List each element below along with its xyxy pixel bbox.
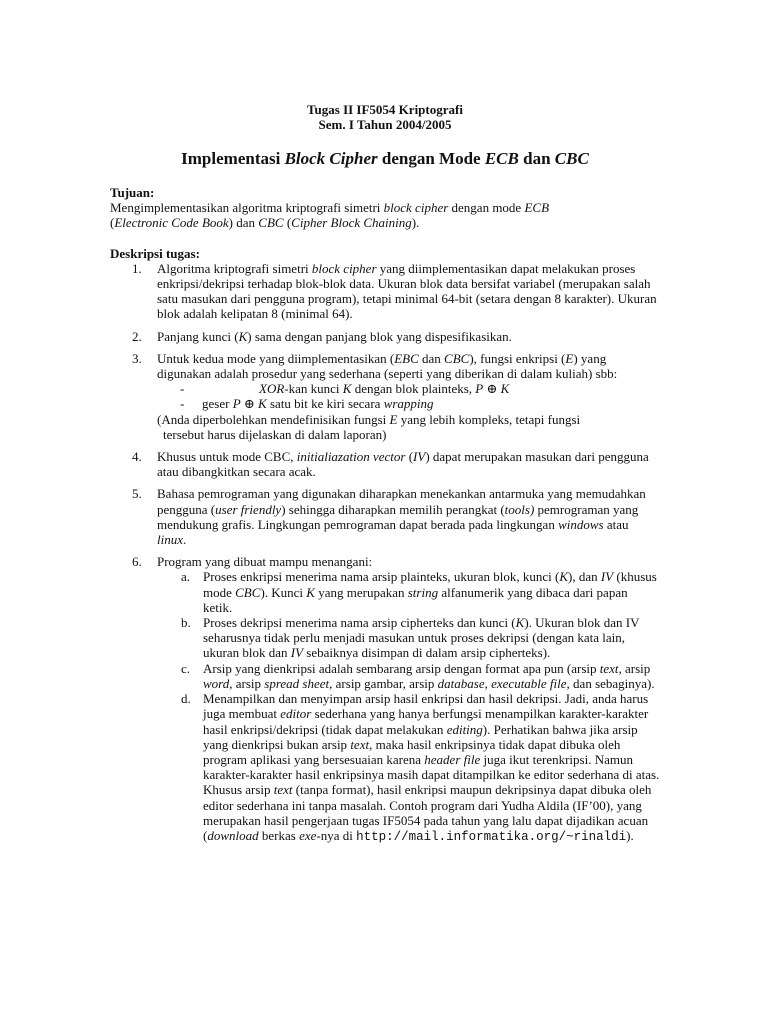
deskripsi-heading: Deskripsi tugas: bbox=[110, 245, 200, 261]
item-number: 6. bbox=[132, 554, 142, 570]
item-number: 1. bbox=[132, 260, 142, 276]
sub-item-a: a. Proses enkripsi menerima nama arsip plainteks, ukuran blok, kunci (K), dan IV (khusus mode CBC). Kunci K yang merupakan string alfanumerik yang dibaca dari papan ketik. bbox=[181, 569, 657, 615]
list-item: 5. Bahasa pemrograman yang digunakan diharapkan menekankan antarmuka yang memudahkan pengguna (user friendly) sehingga diharapkan memilih perangkat (tools) pemrograman yang mendukung grafis. Lingkungan pemrograman dapat berada pada lingkungan windows atau linux. bbox=[132, 486, 646, 548]
step-xor: - XOR-kan kunci K dengan blok plainteks, P ⊕ K bbox=[180, 381, 510, 397]
list-item: 4. Khusus untuk mode CBC, initialiazation vector (IV) dapat merupakan masukan dari pengguna atau dibangkitkan secara acak. bbox=[132, 449, 649, 480]
list-item: 3. Untuk kedua mode yang diimplementasikan (EBC dan CBC), fungsi enkripsi (E) yang digunakan adalah prosedur yang sederhana (seperti yang diberikan di dalam kuliah) sbb: - XOR-kan kunci K dengan blok plainteks, P ⊕ K - geser P ⊕ K satu bit ke kiri secara wrapping (Anda diperbolehkan mendefinisikan fungsi E yang lebih kompleks, tetapi fungsi tersebut harus dijelaskan di dalam laporan) bbox=[110, 351, 660, 442]
course-header bbox=[110, 102, 660, 132]
tujuan-section bbox=[110, 185, 660, 231]
item-number: 3. bbox=[132, 350, 142, 366]
tujuan-text: Mengimplementasikan algoritma kriptografi simetri block cipher dengan mode ECB (Electronic Code Book) dan CBC (Cipher Block Chaining). bbox=[110, 200, 550, 231]
semester-line: Sem. I Tahun 2004/2005 bbox=[318, 117, 452, 132]
document-page bbox=[110, 102, 660, 852]
list-item: 1. Algoritma kriptografi simetri block cipher yang diimplementasikan dapat melakukan proses enkripsi/dekripsi terhadap blok-blok data. Ukuran blok data bersifat variabel (merupakan salah satu masukan dari pengguna program), tetapi minimal 64-bit (setara dengan 8 karakter). Ukuran blok adalah kelipatan 8 (minimal 64). bbox=[132, 260, 657, 322]
sub-item-d: d. Menampilkan dan menyimpan arsip hasil enkripsi dan hasil dekripsi. Jadi, anda harus juga membuat editor sederhana yang hanya berfungsi menampilkan karakter-karakter hasil enkripsi/dekripsi (tidak dapat melakukan editing). Perhatikan bahwa jika arsip yang dienkripsi bukan arsip text, maka hasil enkripsinya tidak dapat dibuka oleh program aplikasi yang bersesuaian karena header file juga ikut terenkripsi. Namun karakter-karakter hasil enkripsinya masih dapat ditampilkan ke editor sederhana di atas. Khusus arsip text (tanpa format), hasil enkripsi maupun dekripsinya dapat dibuka oleh editor sederhana ini tanpa masalah. Contoh program dari Yudha Aldila (IF’00), yang merupakan hasil pengerjaan tugas IF5054 pada tahun yang lalu dapat dijadikan acuan (download berkas exe-nya di http://mail.informatika.org/~rinaldi). bbox=[181, 691, 660, 844]
list-item: 2. Panjang kunci (K) sama dengan panjang blok yang dispesifikasikan. bbox=[132, 328, 512, 344]
item-number: 5. bbox=[132, 486, 142, 502]
sub-item-c: c. Arsip yang dienkripsi adalah sembarang arsip dengan format apa pun (arsip text, arsip word, arsip spread sheet, arsip gambar, arsip database, executable file, dan sebaginya). bbox=[181, 660, 655, 691]
course-title: Tugas II IF5054 Kriptografi bbox=[307, 102, 463, 117]
step-shift: - geser P ⊕ K satu bit ke kiri secara wrapping bbox=[180, 396, 434, 412]
deskripsi-section bbox=[110, 246, 660, 846]
document-title: Implementasi Block Cipher dengan Mode ECB dan CBC bbox=[181, 149, 589, 168]
list-item bbox=[110, 554, 660, 845]
item6-intro: Program yang dibuat mampu menangani: bbox=[157, 554, 373, 570]
tujuan-heading: Tujuan: bbox=[110, 185, 155, 200]
item-number: 2. bbox=[132, 328, 142, 344]
download-link[interactable]: http://mail.informatika.org/~rinaldi bbox=[356, 829, 627, 844]
task-list bbox=[110, 261, 660, 845]
item-number: 4. bbox=[132, 449, 142, 465]
note-paragraph: (Anda diperbolehkan mendefinisikan fungsi E yang lebih kompleks, tetapi fungsi tersebut harus dijelaskan di dalam laporan) bbox=[157, 411, 581, 442]
sub-item-b: b. Proses dekripsi menerima nama arsip cipherteks dan kunci (K). Ukuran blok dan IV seharusnya tidak perlu menjadi masukan untuk proses dekripsi (dengan kata lain, ukuran blok dan IV sebaiknya disimpan di dalam arsip cipherteks). bbox=[181, 615, 640, 661]
sub-list bbox=[157, 569, 660, 845]
